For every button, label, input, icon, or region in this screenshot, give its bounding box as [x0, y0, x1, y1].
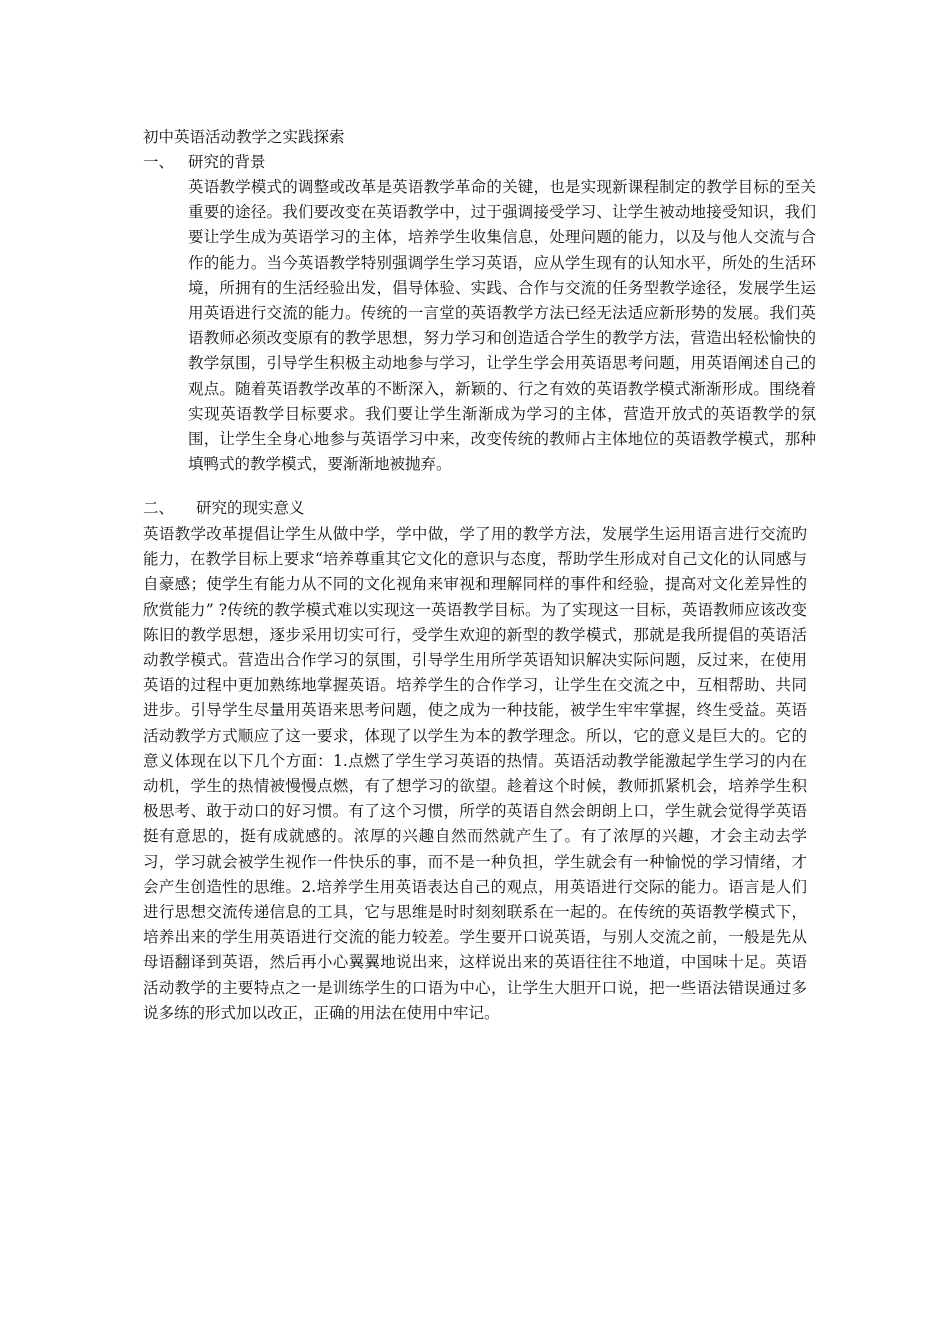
section-1-number: 一、: [143, 153, 175, 171]
section-2-heading-text: 研究的现实意义: [196, 499, 305, 517]
section-1-heading-text: 研究的背景: [188, 153, 266, 171]
section-2-number: 二、: [143, 499, 175, 517]
document-title: 初中英语活动教学之实践探索: [143, 128, 345, 146]
section-1-heading: [143, 150, 266, 174]
section-1-paragraph: 英语教学模式的调整或改革是英语教学革命的关键，也是实现新课程制定的教学目标的至关重要的途径。我们要改变在英语教学中，过于强调接受学习、让学生被动地接受知识，我们要让学生成为英语学习的主体，培养学生收集信息，处理问题的能力，以及与他人交流与合作的能力。当今英语教学特别强调学生学习英语，应从学生现有的认知水平，所处的生活环境，所拥有的生活经验出发，倡导体验、实践、合作与交流的任务型教学途径，发展学生运用英语进行交流的能力。传统的一言堂的英语教学方法已经无法适应新形势的发展。我们英语教师必须改变原有的教学思想，努力学习和创造适合学生的教学方法，营造出轻松愉快的教学氛围，引导学生积极主动地参与学习，让学生学会用英语思考问题，用英语阐述自己的观点。随着英语教学改革的不断深入，新颖的、行之有效的英语教学模式渐渐形成。围绕着实现英语教学目标要求。我们要让学生渐渐成为学习的主体，营造开放式的英语教学的氛围，让学生全身心地参与英语学习中来，改变传统的教师占主体地位的英语教学模式，那种填鸭式的教学模式，要渐渐地被抛弃。: [188, 178, 816, 474]
section-2-paragraph: 英语教学改革提倡让学生从做中学，学中做，学了用的教学方法，发展学生运用语言进行交流旳能力，在教学目标上要求“培养尊重其它文化的意识与态度，帮助学生形成对自己文化的认同感与自豪感；使学生有能力从不同的文化视角来审视和理解同样的事件和经验，提高对文化差异性的欣赏能力” ?传统的教学模式难以实现这一英语教学目标。为了实现这一目标，英语教师应该改变陈旧的教学思想，逐步采用切实可行，受学生欢迎的新型的教学模式，那就是我所提倡的英语活动教学模式。营造出合作学习的氛围，引导学生用所学英语知识解决实际问题，反过来，在使用英语的过程中更加熟练地掌握英语。培养学生的合作学习，让学生在交流之中，互相帮助、共同进步。引导学生尽量用英语来思考问题，使之成为一种技能，被学生牢牢掌握，终生受益。英语活动教学方式顺应了这一要求，体现了以学生为本的教学理念。所以，它的意义是巨大的。它的意义体现在以下几个方面：1.点燃了学生学习英语的热情。英语活动教学能激起学生学习的内在动机，学生的热情被慢慢点燃，有了想学习的欲望。趁着这个时候，教师抓紧机会，培养学生积极思考、敢于动口的好习惯。有了这个习惯，所学的英语自然会朗朗上口，学生就会觉得学英语挺有意思的，挺有成就感的。浓厚的兴趣自然而然就产生了。有了浓厚的兴趣，才会主动去学习，学习就会被学生视作一件快乐的事，而不是一种负担，学生就会有一种愉悦的学习情绪，才会产生创造性的思维。2.培养学生用英语表达自己的观点，用英语进行交际的能力。语言是人们进行思想交流传递信息的工具，它与思维是时时刻刻联系在一起的。在传统的英语教学模式下，培养出来的学生用英语进行交流的能力较差。学生要开口说英语，与别人交流之前，一般是先从母语翻译到英语，然后再小心翼翼地说出来，这样说出来的英语往往不地道，中国味十足。英语活动教学的主要特点之一是训练学生的口语为中心，让学生大胆开口说，把一些语法错误通过多说多练的形式加以改正，正确的用法在使用中牢记。: [143, 525, 807, 1022]
section-2-heading: [143, 496, 305, 520]
